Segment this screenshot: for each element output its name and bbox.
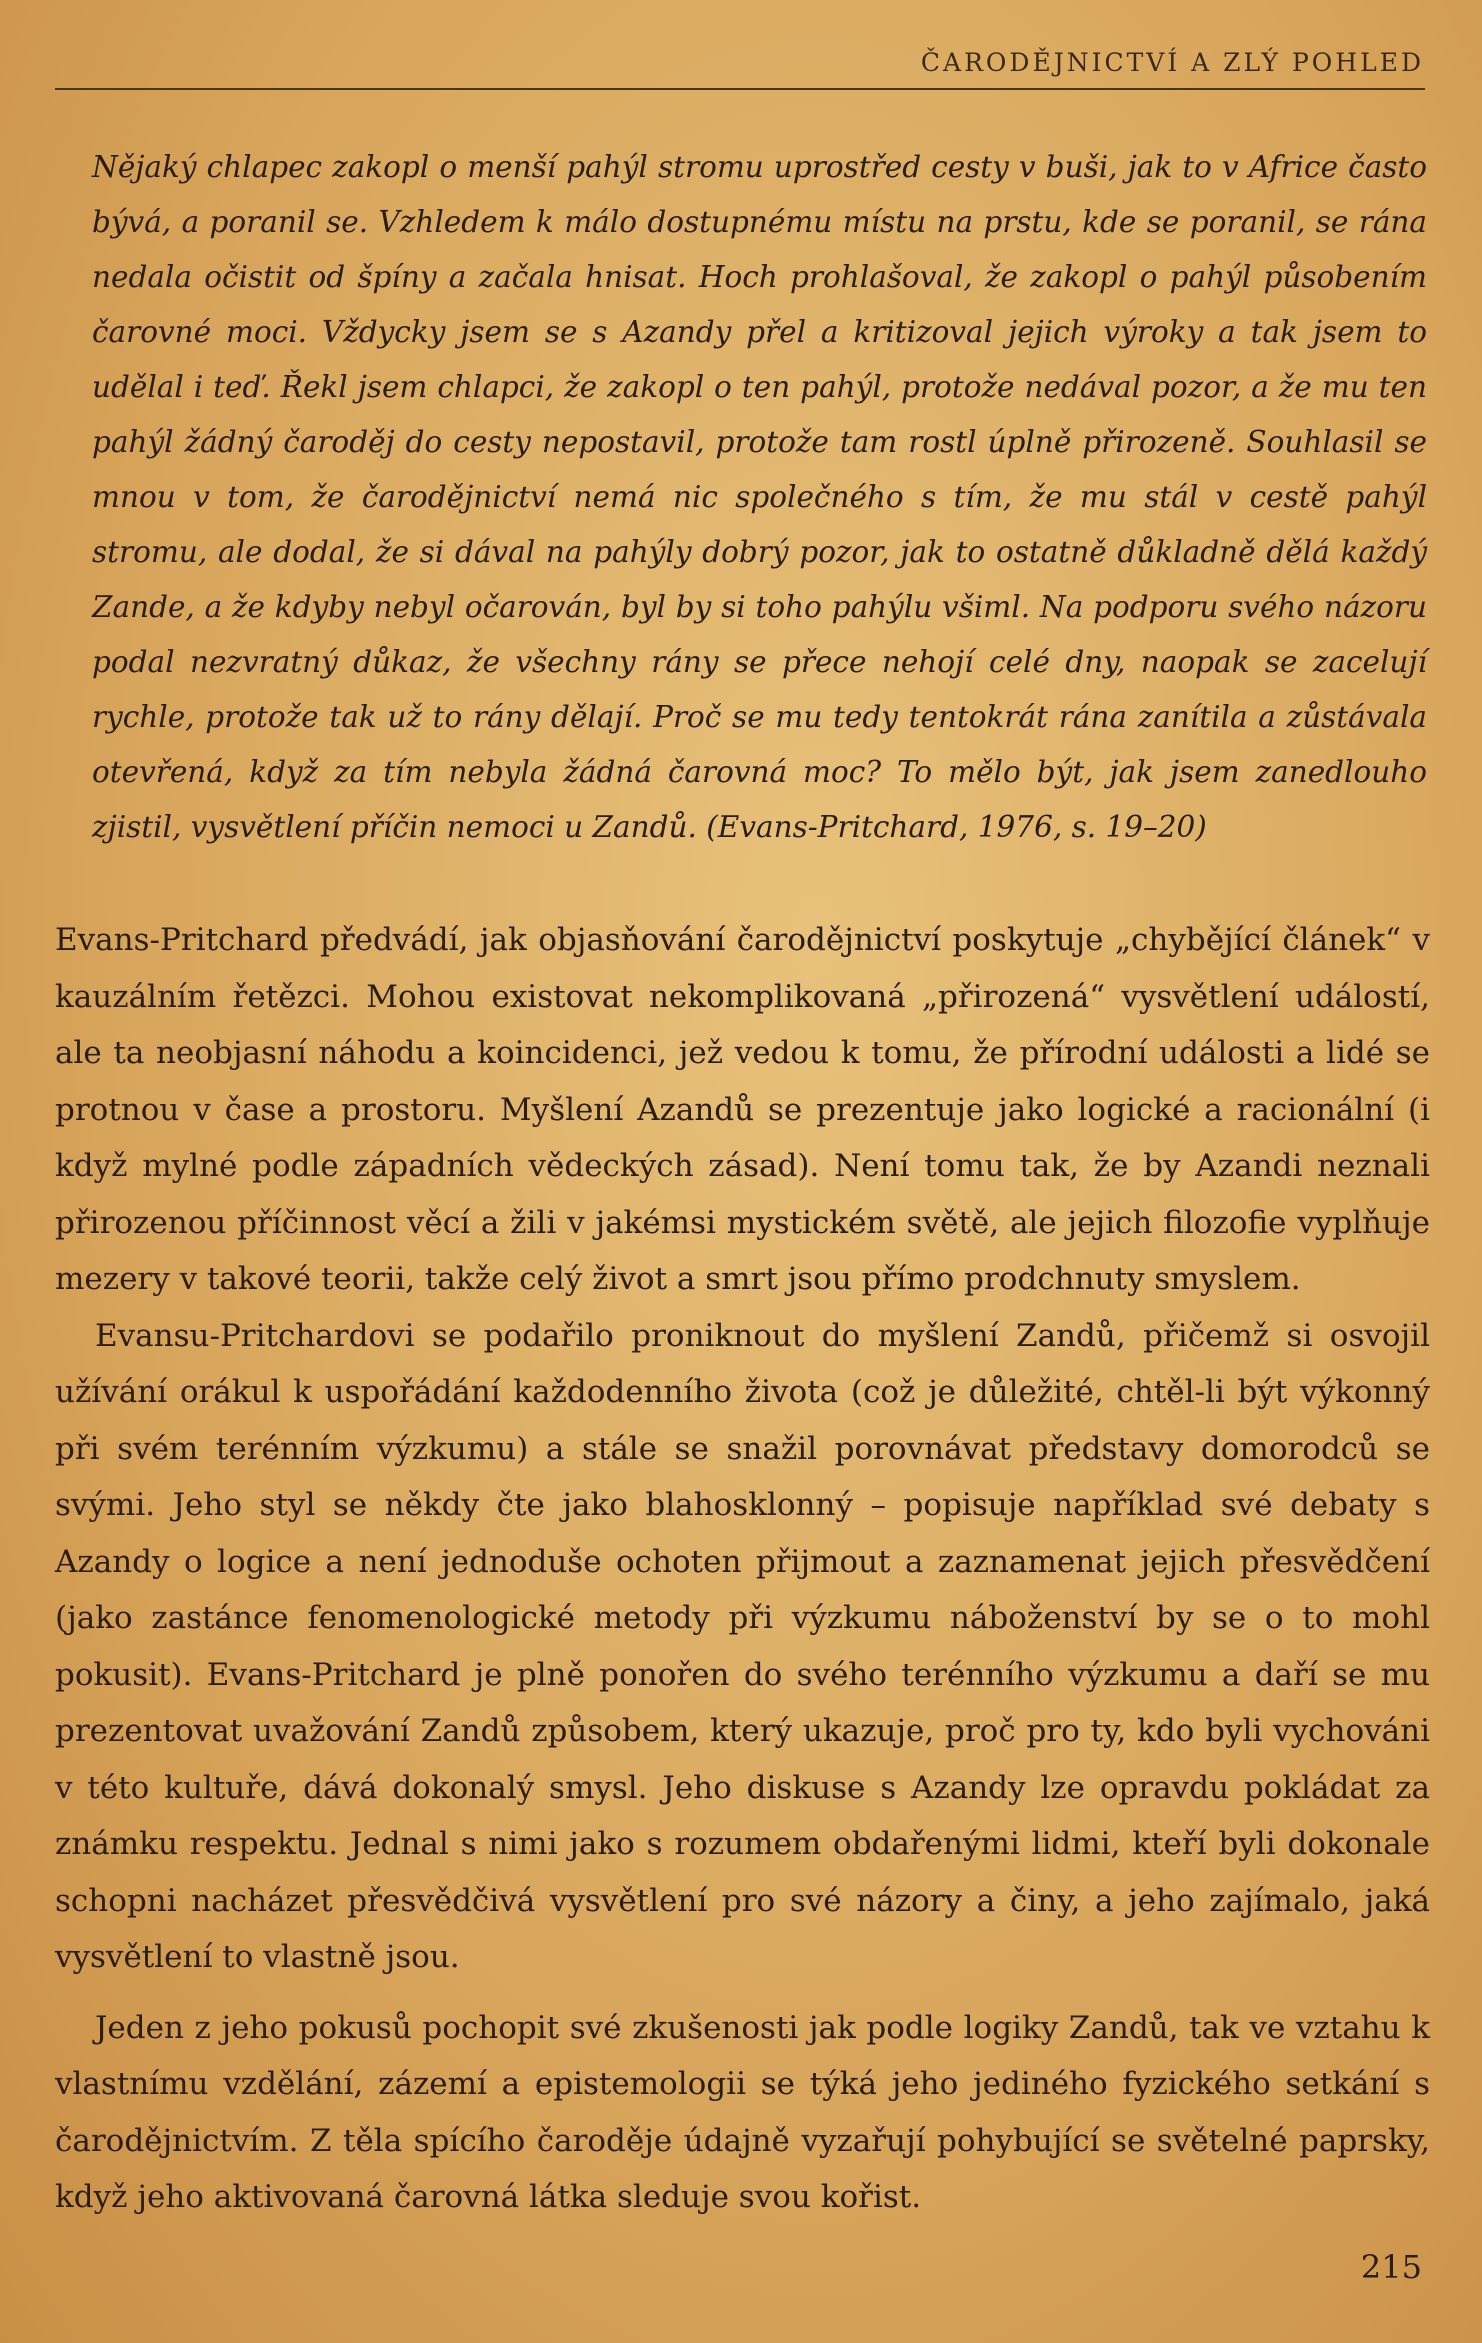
running-header: ČARODĚJNICTVÍ A ZLÝ POHLED (920, 48, 1424, 77)
paragraph-2: Evansu-Pritchardovi se podařilo proniknout do myšlení Zandů, přičemž si osvojil užívání orákul k uspořádání každodenního života (což je důležité, chtěl-li být výkonný při svém terénním výzkumu) a stále se snažil porovnávat představy domorodců se svými. Jeho styl se někdy čte jako blahosklonný – popisuje například své debaty s Azandy o logice a není jednoduše ochoten přijmout a zaznamenat jejich přesvědčení (jako zastánce fenomenologické metody při výzkumu náboženství by se o to mohl pokusit). Evans-Pritchard je plně ponořen do svého terénního výzkumu a daří se mu prezentovat uvažování Zandů způsobem, který ukazuje, proč pro ty, kdo byli vychováni v této kultuře, dává dokonalý smysl. Jeho diskuse s Azandy lze opravdu pokládat za známku respektu. Jednal s nimi jako s rozumem obdařenými lidmi, kteří byli dokonale schopni nacházet přesvědčivá vysvětlení pro své názory a činy, a jeho zajímalo, jaká vysvětlení to vlastně jsou. (55, 1317, 1430, 1975)
paragraph-3: Jeden z jeho pokusů pochopit své zkušenosti jak podle logiky Zandů, tak ve vztahu k vlastnímu vzdělání, zázemí a epistemologii se týká jeho jediného fyzického setkání s čarodějnictvím. Z těla spícího čaroděje údajně vyzařují pohybující se světelné paprsky, když jeho aktivovaná čarovná látka sleduje svou kořist. (55, 2009, 1430, 2215)
body-text (55, 912, 1430, 2226)
block-quote: Nějaký chlapec zakopl o menší pahýl stromu uprostřed cesty v buši, jak to v Africe často bývá, a poranil se. Vzhledem k málo dostupnému místu na prstu, kde se poranil, se rána nedala očistit od špíny a začala hnisat. Hoch prohlašoval, že zakopl o pahýl působením čarovné moci. Vždycky jsem se s Azandy přel a kritizoval jejich výroky a tak jsem to udělal i teď. Řekl jsem chlapci, že zakopl o ten pahýl, protože nedával pozor, a že mu ten pahýl žádný čaroděj do cesty nepostavil, protože tam rostl úplně přirozeně. Souhlasil se mnou v tom, že čarodějnictví nemá nic společného s tím, že mu stál v cestě pahýl stromu, ale dodal, že si dával na pahýly dobrý pozor, jak to ostatně důkladně dělá každý Zande, a že kdyby nebyl očarován, byl by si toho pahýlu všiml. Na podporu svého názoru podal nezvratný důkaz, že všechny rány se přece nehojí celé dny, naopak se zacelují rychle, protože tak už to rány dělají. Proč se mu tedy tentokrát rána zanítila a zůstávala otevřená, když za tím nebyla žádná čarovná moc? To mělo být, jak jsem zanedlouho zjistil, vysvětlení příčin nemoci u Zandů. (Evans-Pritchard, 1976, s. 19–20) (92, 150, 1427, 844)
paragraph-1: Evans-Pritchard předvádí, jak objasňování čarodějnictví poskytuje „chybějící článek“ v kauzálním řetězci. Mohou existovat nekomplikovaná „přirozená“ vysvětlení událostí, ale ta neobjasní náhodu a koincidenci, jež vedou k tomu, že přírodní události a lidé se protnou v čase a prostoru. Myšlení Azandů se prezentuje jako logické a racionální (i když mylné podle západních vědeckých zásad). Není tomu tak, že by Azandi neznali přirozenou příčinnost věcí a žili v jakémsi mystickém světě, ale jejich filozofie vyplňuje mezery v takové teorii, takže celý život a smrt jsou přímo prodchnuty smyslem. (55, 922, 1430, 1297)
page-number: 215 (1360, 2248, 1422, 2286)
header-rule (55, 88, 1425, 90)
